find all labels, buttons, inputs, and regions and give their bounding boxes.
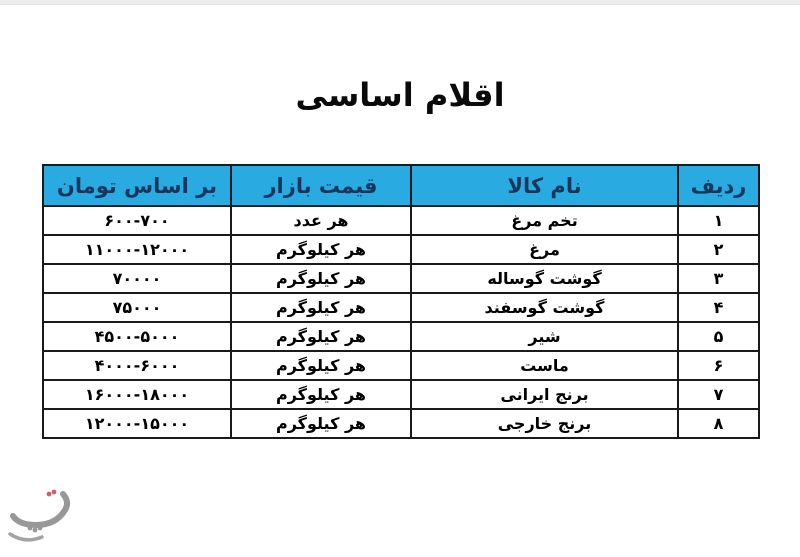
cell-price-toman: ۷۰۰۰۰ — [43, 264, 231, 293]
header-cell-row-number: ردیف — [678, 165, 759, 206]
cell-price-toman: ۷۵۰۰۰ — [43, 293, 231, 322]
cell-market-unit: هر کیلوگرم — [231, 322, 411, 351]
header-cell-item-name: نام کالا — [411, 165, 678, 206]
cell-item-name: شیر — [411, 322, 678, 351]
cell-item-name: برنج ایرانی — [411, 380, 678, 409]
cell-row-number: ۷ — [678, 380, 759, 409]
cell-market-unit: هر عدد — [231, 206, 411, 235]
header-cell-toman-basis: بر اساس تومان — [43, 165, 231, 206]
cell-item-name: مرغ — [411, 235, 678, 264]
cell-item-name: تخم مرغ — [411, 206, 678, 235]
cell-item-name: برنج خارجی — [411, 409, 678, 438]
cell-row-number: ۱ — [678, 206, 759, 235]
cell-row-number: ۳ — [678, 264, 759, 293]
cell-market-unit: هر کیلوگرم — [231, 409, 411, 438]
header-cell-market-price: قیمت بازار — [231, 165, 411, 206]
price-table — [42, 164, 760, 439]
cell-price-toman: ۱۲۰۰۰-۱۵۰۰۰ — [43, 409, 231, 438]
cell-market-unit: هر کیلوگرم — [231, 235, 411, 264]
table-row — [43, 235, 759, 264]
table-row — [43, 206, 759, 235]
cell-row-number: ۴ — [678, 293, 759, 322]
cell-price-toman: ۴۵۰۰-۵۰۰۰ — [43, 322, 231, 351]
page-title: اقلام اساسی — [295, 76, 505, 114]
table-row — [43, 264, 759, 293]
table-row — [43, 293, 759, 322]
cell-price-toman: ۱۶۰۰۰-۱۸۰۰۰ — [43, 380, 231, 409]
table-row — [43, 409, 759, 438]
cell-row-number: ۶ — [678, 351, 759, 380]
cell-price-toman: ۴۰۰۰-۶۰۰۰ — [43, 351, 231, 380]
header-row — [43, 165, 759, 206]
cell-price-toman: ۱۱۰۰۰-۱۲۰۰۰ — [43, 235, 231, 264]
cell-row-number: ۵ — [678, 322, 759, 351]
cell-price-toman: ۶۰۰-۷۰۰ — [43, 206, 231, 235]
cell-market-unit: هر کیلوگرم — [231, 380, 411, 409]
table-row — [43, 380, 759, 409]
cell-market-unit: هر کیلوگرم — [231, 351, 411, 380]
cell-item-name: گوشت گوساله — [411, 264, 678, 293]
table-row — [43, 322, 759, 351]
cell-row-number: ۲ — [678, 235, 759, 264]
top-strip — [0, 0, 800, 5]
cell-item-name: گوشت گوسفند — [411, 293, 678, 322]
cell-row-number: ۸ — [678, 409, 759, 438]
cell-item-name: ماست — [411, 351, 678, 380]
cell-market-unit: هر کیلوگرم — [231, 293, 411, 322]
table-row — [43, 351, 759, 380]
tasnim-logo-icon — [4, 482, 78, 552]
cell-market-unit: هر کیلوگرم — [231, 264, 411, 293]
